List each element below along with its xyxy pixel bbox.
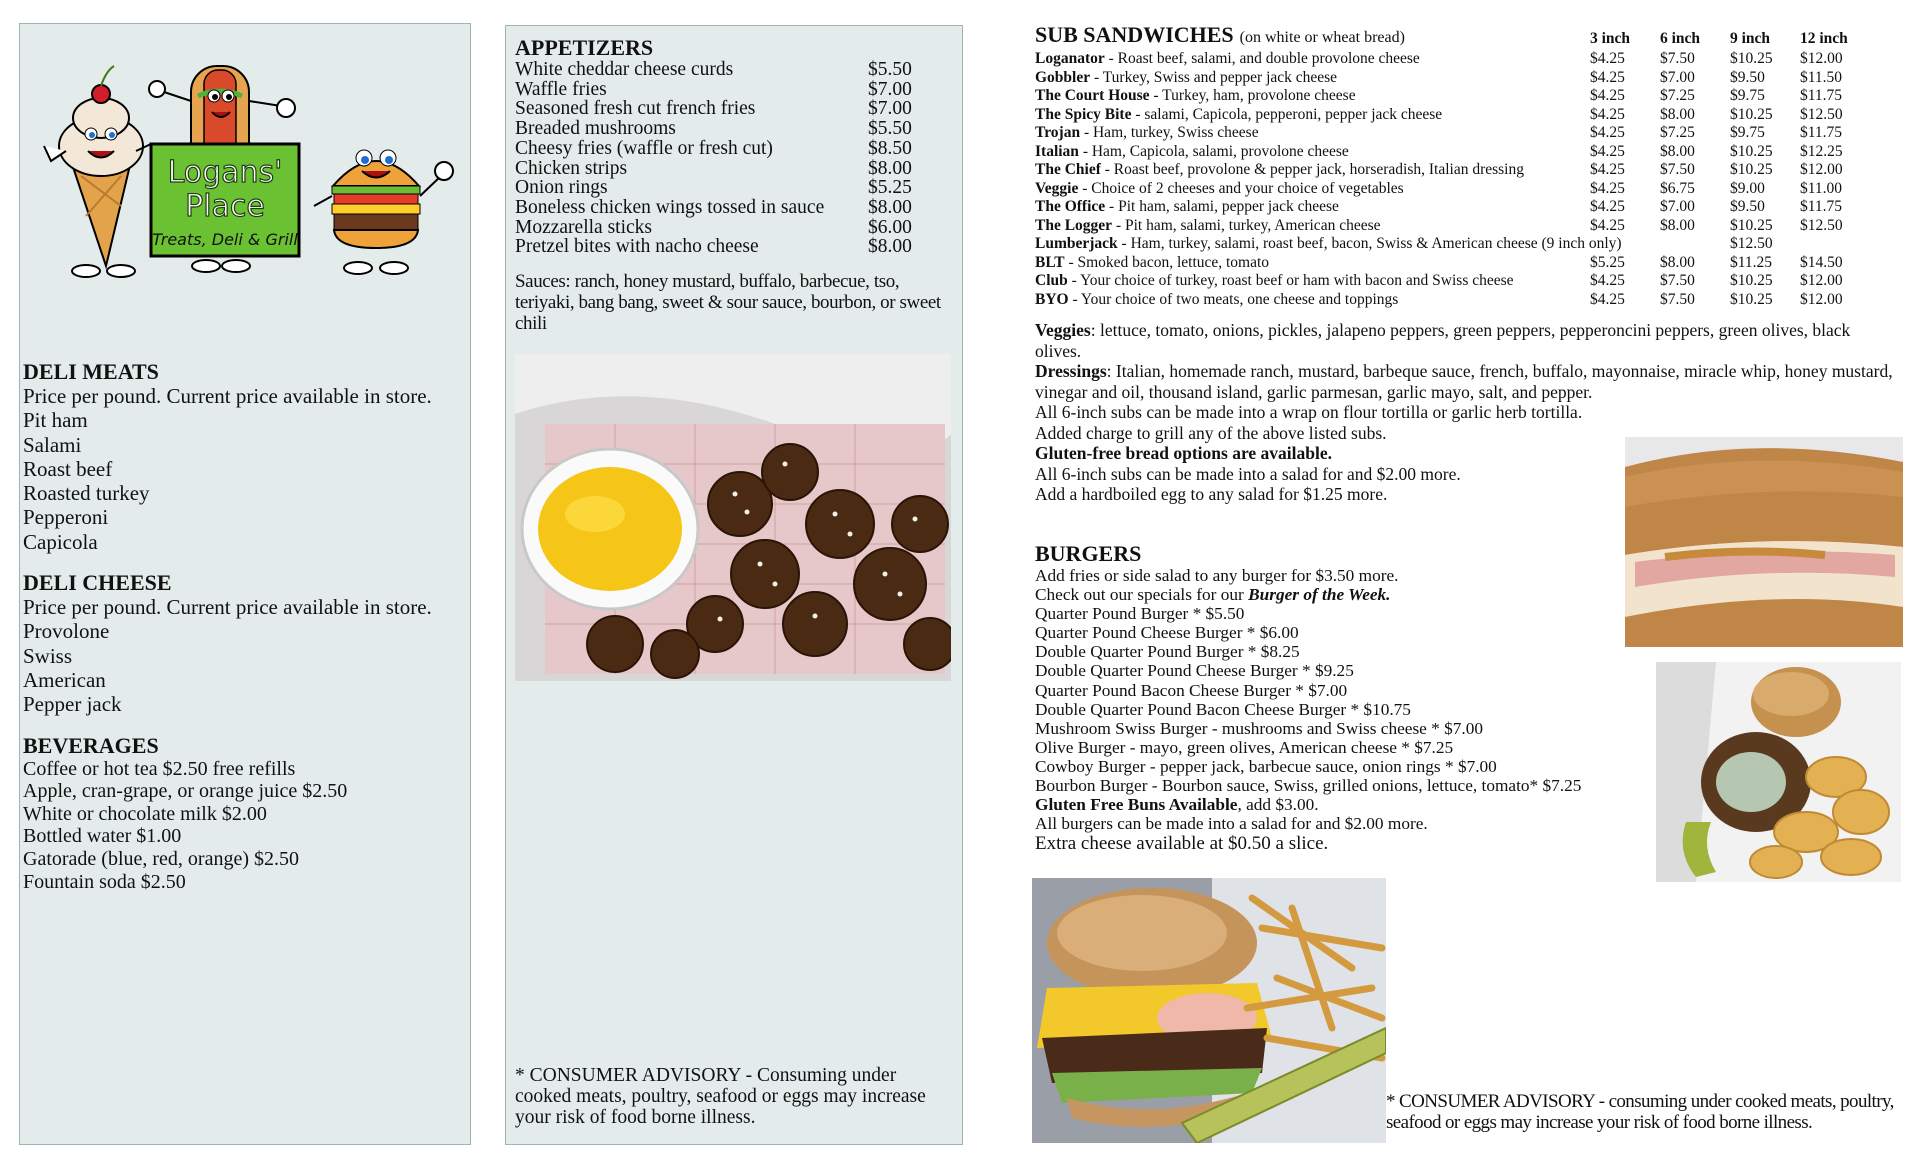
appetizer-row — [515, 237, 955, 257]
sub-name: Loganator — [1035, 50, 1105, 67]
burger-item: Cowboy Burger - pepper jack, barbecue sauce, onion rings * $7.00 — [1035, 756, 1497, 776]
burger-items — [1035, 604, 1655, 795]
sub-description — [1035, 87, 1356, 104]
sub-price: $9.00 — [1730, 179, 1765, 197]
gluten-buns-text: , add $3.00. — [1237, 795, 1319, 815]
sub-price: $9.50 — [1730, 198, 1765, 215]
sub-row — [1035, 143, 1875, 162]
sub-price: $4.25 — [1590, 179, 1625, 197]
appetizer-row — [515, 218, 955, 238]
size-header: 9 inch — [1730, 30, 1771, 47]
specials-prefix: Check out our specials for our — [1035, 585, 1249, 605]
sub-price: $10.25 — [1730, 216, 1773, 234]
burger-salad-note: All burgers can be made into a salad for and $2.00 more. — [1035, 814, 1428, 834]
sub-price: $9.75 — [1730, 87, 1765, 104]
sub-description — [1035, 180, 1404, 197]
veggies-text: : lettuce, tomato, onions, pickles, jalapeno peppers, green peppers, pepperoncini peppers, green olives, black olives. — [1035, 320, 1851, 361]
sub-price: $11.50 — [1800, 68, 1843, 86]
deli-meat-item: Pepperoni — [23, 505, 109, 530]
sub-price: $7.00 — [1660, 68, 1695, 86]
size-header: 6 inch — [1660, 30, 1701, 47]
sub-ingredients: - Roast beef, provolone & pepper jack, horseradish, Italian dressing — [1100, 161, 1524, 178]
sub-price: $7.50 — [1660, 161, 1695, 178]
sub-name: BLT — [1035, 253, 1065, 271]
sub-price: $4.25 — [1590, 272, 1625, 289]
sub-ingredients: - Smoked bacon, lettuce, tomato — [1064, 253, 1270, 271]
appetizer-price: $5.50 — [868, 59, 912, 80]
gluten-free-note: Gluten-free bread options are available. — [1035, 443, 1333, 463]
burger-fries-note: Add fries or side salad to any burger for $3.50 more. — [1035, 566, 1399, 585]
sub-price: $11.75 — [1800, 124, 1843, 141]
egg-note: Add a hardboiled egg to any salad for $1.25 more. — [1035, 484, 1388, 504]
sub-price: $4.25 — [1590, 198, 1625, 215]
appetizer-price: $5.25 — [868, 177, 912, 199]
appetizer-price: $8.00 — [868, 157, 912, 179]
extra-cheese-note: Extra cheese available at $0.50 a slice. — [1035, 833, 1329, 855]
sub-description — [1035, 69, 1337, 86]
deli-cheese-note: Price per pound. Current price available in store. — [23, 595, 432, 620]
beverages-title: BEVERAGES — [23, 732, 159, 758]
sub-price: $8.00 — [1660, 105, 1695, 123]
appetizer-name: Cheesy fries (waffle or fresh cut) — [515, 137, 773, 159]
sub-price: $8.00 — [1660, 253, 1695, 271]
appetizer-name: Boneless chicken wings tossed in sauce — [515, 196, 825, 218]
burger-item: Double Quarter Pound Cheese Burger * $9.25 — [1035, 661, 1354, 681]
sub-name: Veggie — [1035, 179, 1079, 197]
gluten-buns-label: Gluten Free Buns Available — [1035, 795, 1238, 815]
sub-price: $9.75 — [1730, 124, 1765, 141]
sub-ingredients: - salami, Capicola, pepperoni, pepper jack cheese — [1131, 105, 1443, 123]
sub-price: $11.00 — [1800, 179, 1843, 197]
deli-cheese-title: DELI CHEESE — [23, 570, 172, 596]
sub-description — [1035, 106, 1442, 123]
pretzel-bites-photo — [515, 354, 951, 681]
deli-cheese-item: American — [23, 667, 106, 692]
appetizer-row — [515, 80, 955, 100]
sub-ingredients: - Ham, turkey, Swiss cheese — [1080, 124, 1259, 141]
appetizer-row — [515, 60, 955, 80]
burger-item: Double Quarter Pound Burger * $8.25 — [1035, 642, 1300, 662]
sub-price: $10.25 — [1730, 290, 1773, 308]
beverage-item: White or chocolate milk $2.00 — [23, 802, 267, 825]
sub-name: Trojan — [1035, 124, 1081, 141]
sub-ingredients: - Turkey, ham, provolone cheese — [1149, 87, 1356, 104]
sub-price: $4.25 — [1590, 87, 1625, 104]
sub-name: The Logger — [1035, 216, 1113, 234]
appetizer-row — [515, 119, 955, 139]
grill-note: Added charge to grill any of the above listed subs. — [1035, 422, 1387, 443]
sub-price: $12.00 — [1800, 272, 1843, 289]
appetizer-name: Mozzarella sticks — [515, 216, 652, 238]
veggies-label: Veggies — [1035, 320, 1091, 340]
burger-item: Quarter Pound Cheese Burger * $6.00 — [1035, 623, 1299, 643]
sub-row — [1035, 291, 1875, 310]
sub-ingredients: - Your choice of turkey, roast beef or ham with bacon and Swiss cheese — [1067, 272, 1514, 289]
wrap-note: All 6-inch subs can be made into a wrap on flour tortilla or garlic herb tortilla. — [1035, 402, 1583, 422]
sub-rows — [1035, 50, 1875, 309]
sauces-note: Sauces: ranch, honey mustard, buffalo, barbecue, tso, teriyaki, bang bang, sweet & sour sauce, bourbon, or sweet chili — [515, 271, 941, 334]
appetizer-name: Breaded mushrooms — [515, 118, 676, 140]
burger-specials-note — [1035, 585, 1655, 604]
sub-name: Club — [1035, 272, 1068, 289]
size-header: 12 inch — [1800, 30, 1848, 47]
sub-row — [1035, 272, 1875, 291]
sub-ingredients: - Choice of 2 cheeses and your choice of vegetables — [1078, 179, 1404, 197]
burger-item: Quarter Pound Bacon Cheese Burger * $7.00 — [1035, 680, 1348, 700]
burger-item: Olive Burger - mayo, green olives, American cheese * $7.25 — [1035, 737, 1454, 757]
sub-price: $10.25 — [1730, 272, 1773, 289]
sub-price: $10.25 — [1730, 161, 1773, 178]
appetizer-name: Waffle fries — [515, 78, 607, 100]
deli-meats-note: Price per pound. Current price available in store. — [23, 384, 432, 408]
sub-price: $4.25 — [1590, 124, 1625, 141]
appetizer-price: $6.00 — [868, 216, 912, 238]
ice-cream-mascot-icon — [44, 66, 151, 277]
burger-item: Mushroom Swiss Burger - mushrooms and Swiss cheese * $7.00 — [1035, 718, 1484, 738]
sub-price: $7.25 — [1660, 87, 1695, 104]
sub-sandwich-photo — [1625, 437, 1903, 647]
sub-row — [1035, 87, 1875, 106]
sub-row — [1035, 180, 1875, 199]
appetizer-row — [515, 99, 955, 119]
sub-price: $4.25 — [1590, 161, 1625, 178]
deli-meat-item: Roasted turkey — [23, 481, 150, 506]
dressings-label: Dressings — [1035, 361, 1107, 381]
sub-price: $11.75 — [1800, 198, 1843, 215]
subs-title: SUB SANDWICHES — [1035, 22, 1234, 47]
sub-description — [1035, 291, 1398, 308]
sub-row — [1035, 254, 1875, 273]
sub-name: The Court House — [1035, 87, 1150, 104]
sub-row — [1035, 106, 1875, 125]
beverage-item: Bottled water $1.00 — [23, 825, 182, 848]
deli-cheese-section — [23, 571, 463, 716]
burger-of-week: Burger of the Week. — [1248, 585, 1391, 605]
burger-item: Quarter Pound Burger * $5.50 — [1035, 604, 1245, 624]
sub-price: $5.25 — [1590, 253, 1625, 271]
sub-ingredients: - Pit ham, salami, pepper jack cheese — [1105, 198, 1339, 215]
sub-price: $7.50 — [1660, 272, 1695, 289]
beverages-section — [23, 734, 463, 894]
salad-note: All 6-inch subs can be made into a salad for and $2.00 more. — [1035, 463, 1461, 484]
sub-ingredients: - Turkey, Swiss and pepper jack cheese — [1090, 68, 1338, 86]
sub-row — [1035, 161, 1875, 180]
logans-place-logo — [36, 56, 460, 286]
sub-price: $7.50 — [1660, 290, 1695, 308]
sub-price: $8.00 — [1660, 142, 1695, 160]
subs-heading — [1035, 22, 1405, 50]
sub-price: $8.00 — [1660, 216, 1695, 234]
deli-meat-item: Salami — [23, 432, 82, 457]
sub-row — [1035, 69, 1875, 88]
sub-description — [1035, 235, 1622, 252]
sub-price: $7.25 — [1660, 124, 1695, 141]
appetizer-row — [515, 139, 955, 159]
sub-ingredients: - Your choice of two meats, one cheese and toppings — [1068, 290, 1399, 308]
burger-mascot-icon — [314, 150, 453, 274]
consumer-advisory-left: * CONSUMER ADVISORY - Consuming under cooked meats, poultry, seafood or eggs may increase your risk of food borne illness. — [515, 1065, 926, 1128]
gluten-free-buns — [1035, 795, 1655, 814]
sub-description — [1035, 198, 1339, 215]
sub-price: $4.25 — [1590, 105, 1625, 123]
logo-line2: Place — [185, 189, 265, 224]
sub-price: $4.25 — [1590, 290, 1625, 308]
appetizer-row — [515, 178, 955, 198]
sub-row — [1035, 198, 1875, 217]
sub-price: $6.75 — [1660, 179, 1695, 197]
sub-price: $12.00 — [1800, 161, 1843, 178]
sub-price: $10.25 — [1730, 142, 1773, 160]
sub-row — [1035, 217, 1875, 236]
appetizer-price: $8.00 — [868, 236, 912, 258]
logo-line3: Treats, Deli & Grill — [152, 230, 298, 249]
sub-price: $4.25 — [1590, 68, 1625, 86]
appetizer-price: $7.00 — [868, 98, 912, 120]
deli-meat-item: Capicola — [23, 529, 98, 554]
logo-sign — [151, 144, 299, 256]
sub-name: The Spicy Bite — [1035, 105, 1132, 123]
beverage-item: Coffee or hot tea $2.50 free refills — [23, 757, 296, 780]
sub-description — [1035, 161, 1524, 178]
deli-meats-title: DELI MEATS — [23, 359, 159, 384]
deli-meat-item: Pit ham — [23, 408, 88, 433]
appetizer-price: $8.50 — [868, 137, 912, 159]
sub-name: Lumberjack — [1035, 235, 1118, 252]
sub-price: $10.25 — [1730, 105, 1773, 123]
appetizer-name: Onion rings — [515, 177, 608, 199]
burgers-title: BURGERS — [1035, 541, 1142, 566]
consumer-advisory-right: * CONSUMER ADVISORY - consuming under cooked meats, poultry, seafood or eggs may increase your risk of food borne illness. — [1386, 1091, 1894, 1133]
sub-name: The Chief — [1035, 161, 1101, 178]
sub-price: $12.00 — [1800, 50, 1843, 67]
appetizer-row — [515, 159, 955, 179]
appetizer-price: $7.00 — [868, 78, 912, 100]
sub-price: $4.25 — [1590, 216, 1625, 234]
sub-row — [1035, 235, 1875, 254]
appetizer-name: Seasoned fresh cut french fries — [515, 98, 756, 120]
sub-price: $11.75 — [1800, 87, 1843, 104]
beverage-item: Apple, cran-grape, or orange juice $2.50 — [23, 780, 348, 803]
deli-meats-section — [23, 360, 463, 554]
sub-sandwiches-section — [1035, 22, 1875, 309]
sub-price: $12.50 — [1800, 105, 1843, 123]
subs-note: (on white or wheat bread) — [1239, 29, 1405, 46]
sub-price: $4.25 — [1590, 50, 1625, 67]
cheeseburger-fries-photo — [1032, 878, 1386, 1143]
appetizer-price: $5.50 — [868, 118, 912, 140]
sub-price: $7.50 — [1660, 50, 1695, 67]
sub-name: Gobbler — [1035, 68, 1091, 86]
sub-price: $4.25 — [1590, 142, 1625, 160]
appetizers-title: APPETIZERS — [515, 35, 654, 60]
burger-item: Double Quarter Pound Bacon Cheese Burger * $10.75 — [1035, 699, 1411, 719]
sub-price: $12.25 — [1800, 142, 1843, 160]
veggies-line — [1035, 320, 1895, 361]
logo-line1: Logans' — [167, 155, 283, 190]
sub-description — [1035, 124, 1259, 141]
sub-price: $7.00 — [1660, 198, 1695, 215]
burgers-section — [1035, 542, 1655, 855]
burger-item: Bourbon Burger - Bourbon sauce, Swiss, grilled onions, lettuce, tomato* $7.25 — [1035, 776, 1582, 796]
deli-cheese-item: Swiss — [23, 643, 73, 668]
sub-name: BYO — [1035, 290, 1069, 308]
appetizer-name: Chicken strips — [515, 157, 628, 179]
sub-price: $12.50 — [1800, 216, 1843, 234]
appetizer-price: $8.00 — [868, 196, 912, 218]
sub-ingredients: - Ham, Capicola, salami, provolone cheese — [1078, 142, 1349, 160]
appetizer-name: White cheddar cheese curds — [515, 59, 734, 80]
appetizers-section — [515, 36, 955, 257]
dressings-text: : Italian, homemade ranch, mustard, barbeque sauce, french, buffalo, mayonnaise, miracle whip, honey mustard, vinegar and oil, thousand island, garlic parmesan, garlic mayo, salt, and pepper. — [1035, 361, 1893, 402]
sub-price: $14.50 — [1800, 253, 1843, 271]
sub-price: $9.50 — [1730, 68, 1765, 86]
beverage-item: Gatorade (blue, red, orange) $2.50 — [23, 847, 299, 870]
sub-description — [1035, 217, 1381, 234]
sub-ingredients: - Pit ham, salami, turkey, American cheese — [1112, 216, 1381, 234]
sub-row — [1035, 50, 1875, 69]
burger-with-chips-photo — [1656, 662, 1901, 882]
beverage-item: Fountain soda $2.50 — [23, 870, 186, 893]
subs-header-row — [1035, 22, 1875, 50]
left-panel-text — [23, 360, 463, 910]
sub-ingredients: - Ham, turkey, salami, roast beef, bacon, Swiss & American cheese (9 inch only) — [1117, 235, 1622, 252]
appetizer-row — [515, 198, 955, 218]
sub-price: $12.50 — [1730, 235, 1773, 252]
sub-description — [1035, 50, 1420, 67]
sub-price: $10.25 — [1730, 50, 1773, 67]
appetizer-name: Pretzel bites with nacho cheese — [515, 236, 759, 258]
size-header: 3 inch — [1590, 30, 1631, 47]
sub-ingredients: - Roast beef, salami, and double provolone cheese — [1104, 50, 1420, 67]
sub-description — [1035, 254, 1269, 271]
sub-price: $12.00 — [1800, 290, 1843, 308]
deli-cheese-item: Provolone — [23, 619, 110, 644]
sub-row — [1035, 124, 1875, 143]
sub-description — [1035, 143, 1349, 160]
sub-name: The Office — [1035, 198, 1106, 215]
sub-description — [1035, 272, 1514, 289]
sub-name: Italian — [1035, 142, 1079, 160]
deli-meat-item: Roast beef — [23, 456, 113, 481]
dressings-line — [1035, 361, 1895, 402]
deli-cheese-item: Pepper jack — [23, 692, 122, 717]
sub-price: $11.25 — [1730, 253, 1773, 271]
